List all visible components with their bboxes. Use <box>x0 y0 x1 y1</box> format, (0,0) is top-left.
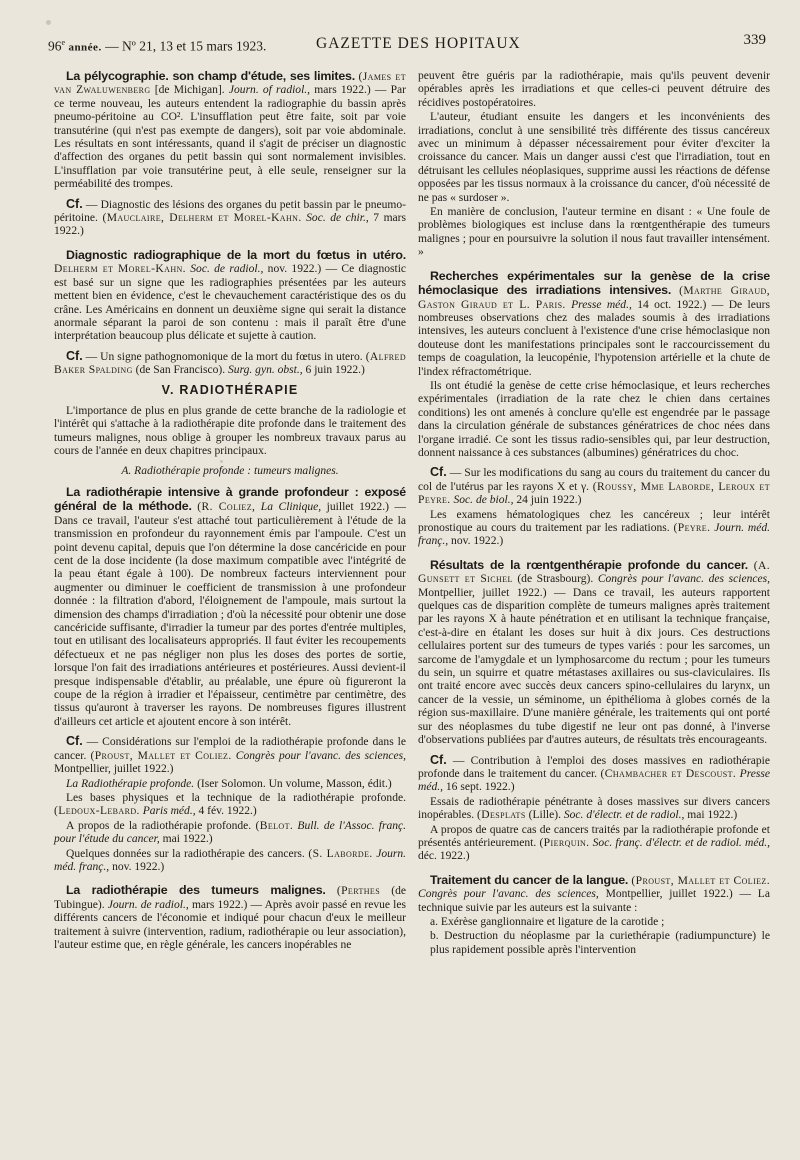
cf-label: Cf. <box>430 752 447 767</box>
article-date: mars 1922.) <box>314 84 371 97</box>
article-radiotherapie-intensive <box>54 486 406 729</box>
cf-date: 24 juin 1922.) <box>516 494 582 507</box>
reference-item <box>54 792 406 819</box>
ref-date: nov. 1922.) <box>451 535 504 548</box>
reference-item <box>418 824 770 864</box>
cf-place: (de San Francisco). <box>135 364 226 377</box>
issue-sup: e <box>61 38 66 47</box>
cf-journal: Presse méd., <box>418 767 771 794</box>
cf-authors: (Alfred Baker Spalding <box>54 350 407 377</box>
article-authors: Delherm et Morel-Kahn. <box>54 263 186 276</box>
article-authors: (A. Gunsett et Sichel <box>418 559 771 586</box>
ref-journal: Soc. d'électr. et de radiol., <box>563 809 685 822</box>
list-item: b. Destruction du néoplasme par la curiethérapie (radiumpuncture) le plus rapidement possible après l'intervention <box>430 930 770 956</box>
article-date: Montpellier, juillet 1922.) <box>605 888 733 901</box>
reference-item <box>54 778 406 791</box>
cf-date: 16 sept. 1922.) <box>445 781 515 794</box>
article-tumeurs-malignes <box>54 884 406 952</box>
ref-authors: (Peyre. <box>673 522 711 534</box>
article-body-continued: Ils ont étudié la genèse de cette crise hémoclasique, et leurs recherches expérimentales (irradiation de la rate chez le chien dans certaines conditions) les ont amenés à conclure qu'elle est engendrée par le passage dans la circulation générale de substances génératrices de choc nées dans l'organe irradié. Ce sont les tissus radio-sensibles qui, par leur destruction, donnent naissance à ces substances (albumines) génératrices du choc. <box>418 379 770 459</box>
cf-label: Cf. <box>430 465 447 480</box>
article-roentgentherapie <box>418 559 770 748</box>
reference-item <box>54 848 406 875</box>
cf-reference <box>418 754 770 795</box>
article-body: — La technique suivie par les auteurs est la suivante : <box>418 888 770 914</box>
article-journal: Congrès pour l'avanc. des sciences, <box>418 888 599 901</box>
article-place: (de Strasbourg). <box>517 573 594 586</box>
cf-text: — Contribution à l'emploi des doses massives en radiothérapie profonde dans le traitement du cancer. <box>418 754 771 780</box>
ref-text: Essais de radiothérapie pénétrante à doses massives sur divers cancers inopérables. <box>418 795 770 822</box>
ref-authors: (S. Laborde. <box>308 847 373 860</box>
article-title: La radiothérapie intensive à grande profondeur : exposé général de la méthode. <box>54 484 406 514</box>
ref-date: mai 1922.) <box>162 833 213 846</box>
ref-journal: Journ. méd. franç., <box>54 847 407 873</box>
cf-date: 6 juin 1922.) <box>305 364 365 377</box>
cf-label: Cf. <box>66 734 83 749</box>
ref-text: A propos de la radiothérapie profonde. <box>66 819 252 832</box>
list-item: a. Exérèse ganglionnaire et ligature de la carotide ; <box>430 915 665 928</box>
cf-journal: Surg. gyn. obst., <box>228 364 303 377</box>
paper-speck <box>46 20 51 25</box>
issue-info <box>48 38 266 55</box>
ref-authors: (Belot. <box>255 819 294 832</box>
article-authors: (Marthe Giraud, Gaston Giraud et L. Paris. <box>418 285 770 311</box>
ref-text: Les examens hématologiques chez les cancéreux ; leur intérêt pronostique au cours du traitement par les radiations. <box>418 508 770 534</box>
reference-item <box>54 820 406 847</box>
left-column <box>54 70 406 953</box>
ref-date: mai 1922.) <box>687 809 738 822</box>
issue-number: 96 <box>48 38 62 54</box>
article-date: mars 1922.) <box>191 898 248 911</box>
article-title: La radiothérapie des tumeurs malignes. <box>66 883 326 898</box>
ref-text: A propos de quatre cas de cancers traités par la radiothérapie profonde et présentés antérieurement. <box>418 823 770 849</box>
right-column <box>418 70 770 958</box>
ref-title: La Radiothérapie profonde. <box>66 777 195 790</box>
cf-label: Cf. <box>66 196 83 211</box>
article-date: 14 oct. 1922.) <box>637 298 707 311</box>
continuation-paragraph: L'auteur, étudiant ensuite les dangers et les inconvénients des irradiations, conclut à une sensibilité très différente des tissus cancéreux avec un minimum à dépasser nécessairement pour éviter d'exciter la croissance du cancer. Mais un danger aussi c'est que l'irradiation, tout en détruisant les cellules néoplasiques, supprime aussi les réactions de défense opposées par les tissus normaux à la croissance du cancer, d'où nécessité de ne pas « surdoser ». <box>418 111 770 204</box>
cf-label: Cf. <box>66 348 83 363</box>
article-title: La pélycographie. son champ d'étude, ses limites. <box>66 69 355 83</box>
continuation-paragraph: peuvent être guéris par la radiothérapie, mais qu'ils peuvent devenir opérables après les irradiations et que celles-ci peuvent détruire des récidives postopératoires. <box>418 70 770 109</box>
article-journal: Presse méd., <box>571 298 632 311</box>
cf-text: — Sur les modifications du sang au cours du traitement du cancer du col de l'utérus par les rayons X et γ. <box>418 467 771 493</box>
ref-authors: (Ledoux-Lebard. <box>54 805 140 818</box>
cf-journal: Soc. de biol., <box>453 494 514 507</box>
article-crise-hemoclasique <box>418 270 770 379</box>
article-authors: (Proust, Mallet et Coliez. <box>631 874 770 887</box>
cf-text: — Considérations sur l'emploi de la radiothérapie profonde dans le cancer. <box>54 736 406 762</box>
article-journal: Journ. de radiol., <box>107 898 189 911</box>
cf-journal: Congrès pour l'avanc. des sciences, <box>235 749 406 762</box>
ref-journal: Paris méd., <box>142 805 196 818</box>
cf-date: Montpellier, juillet 1922.) <box>54 763 174 776</box>
article-cancer-langue <box>418 874 770 915</box>
subsection-title: A. Radiothérapie profonde : tumeurs malignes. <box>121 464 339 477</box>
article-body: — Après avoir passé en revue les différents cancers de l'économie et indiqué pour chacun d'eux le meilleur traitement à suivre (intervention, radium, radiothérapie ou leur association), l'auteur estime que, en règle générale, les cancers inopérables ne <box>54 898 406 951</box>
ref-date: nov. 1922.) <box>112 860 165 873</box>
reference-item <box>418 509 770 549</box>
article-body: — Par ce terme nouveau, les auteurs entendent la radiographie du bassin après pneumo-péritoine au CO². L'insufflation peut être faite, soit par voie transutérine (qui n'est pas exempte de dangers), soit par voie abdominale. Les résultats en sont intéressants, quand il s'agit de préciser un diagnostic d'affection des organes du petit bassin qui sont normalement invisibles. L'insufflation par voie transutérine peut, à elle seule, renseigner sur la perméabilité des trompes. <box>54 84 407 191</box>
article-body: — Dans ce travail, l'auteur s'est attaché tout particulièrement à l'étude de la transmission en profondeur du rayonnement émis par l'ampoule. C'est un point devenu capital, depuis que l'on détermine la dose cancéricide en pour cent de la dose incidente (la dose maximum compatible avec l'intégrité de la peau étant égale à 100). De nombreux facteurs interviennent pour augmenter ou diminuer le coefficient de transmission à une profondeur donnée : la filtration d'abord, l'éloignement de l'ampoule, mais surtout la dimension des champs d'irradiation ; d'où la nécessité pour obtenir une dose cancéricide suffisante, d'irradier la tumeur par des portes d'entrée multiples, tout en utilisant des localisateurs appropriés. Il faut éviter les recoupements défectueux et ne pas négliger non plus les doses des portes de sortie, lorsque l'on fait des irradiations antérieures et postérieures. Aussi devient-il presque indispensable d'établir, au préalable, une épure où figureront la coupe de la région à irradier et l'épaisseur, centimètre par centimètre, des tissus qu'auront à traverser les rayons. De nombreuses figures illustrent d'ailleurs cet article et ajoutent encore à son intérêt. <box>54 501 407 728</box>
ref-journal: Bull. de l'Assoc. franç. pour l'étude du cancer, <box>54 819 407 846</box>
journal-title: GAZETTE DES HOPITAUX <box>316 35 521 52</box>
cf-reference <box>418 466 770 507</box>
cf-authors: (Chambacher et Descoust. <box>600 767 737 780</box>
reference-item <box>418 796 770 823</box>
page-number: 339 <box>743 32 766 48</box>
ref-rest: (Iser Solomon. Un volume, Masson, édit.) <box>197 777 392 790</box>
cf-date: 7 mars 1922.) <box>54 212 407 238</box>
article-body: — Ce diagnostic est basé sur un signe que les radiographies présentées par les auteurs mettent bien en évidence, c'est le chevauchement caractéristique des os du crâne. Les Américains en donnent un deuxième signe qui serait la distance anormale séparant la paroi de son contenu : mais il paraît être d'une interprétation beaucoup plus délicate et sujette à caution. <box>54 263 407 343</box>
article-date: juillet 1922.) <box>326 501 389 514</box>
cf-authors: (Roussy, Mme Laborde, Leroux et Peyre. <box>418 480 771 507</box>
article-title: Recherches expérimentales sur la genèse de la crise hémoclasique des irradiations intensives. <box>418 268 770 298</box>
cf-journal: Soc. de chir., <box>306 212 369 225</box>
article-authors: (James et van Zwaluwenberg <box>54 71 407 97</box>
running-header <box>48 32 766 56</box>
cf-authors: (Mauclaire, Delherm et Morel-Kahn. <box>102 212 302 225</box>
article-title: Diagnostic radiographique de la mort du fœtus in utéro. <box>66 247 406 262</box>
ref-authors: (Desplats <box>477 809 526 822</box>
article-date: Montpellier, juillet 1922.) <box>418 586 547 599</box>
ref-text: Les bases physiques et la technique de la radiothérapie profonde. <box>66 791 406 804</box>
article-title: Résultats de la rœntgenthérapie profonde du cancer. <box>430 557 748 572</box>
article-place: (de Tubingue). <box>54 885 407 911</box>
article-pelycographie <box>54 70 406 192</box>
ref-date: déc. 1922.) <box>418 850 470 863</box>
section-title: V. RADIOTHÉRAPIE <box>161 382 299 397</box>
cf-reference <box>54 350 406 378</box>
article-journal: Congrès pour l'avanc. des sciences, <box>597 573 770 586</box>
paper-speck <box>220 460 223 463</box>
article-body: — Dans ce travail, les auteurs rapportent quelques cas de disparition complète de tumeurs malignes après traitement par les rayons X à haute pénétration et en utilisant la technique française, c'est-à-dire en étalant les doses sur huit à dix jours. Ces destructions cellulaires portent sur des tumeurs de types variés : pour les sarcomes, un sarcome de l'amygdale et un lymphosarcome du rectum ; pour les tumeurs du sein, un squirre et quatre métastases axillaires ou sus-claviculaires. Ils ont traité encore avec succès deux cancers spino-cellulaires du larynx, un cancer de la vessie, un séminome, un épithélioma à globes cornés de la région sus-maxillaire. D'une manière générale, les traitements qui ont porté sur des néoplasmes du tube digestif ne leur ont pas donné, à l'inverse d'observations publiées par d'autres auteurs, de résultats très encourageants. <box>418 586 770 747</box>
ref-journal: Soc. franç. d'électr. et de radiol. méd., <box>592 836 770 849</box>
continuation-paragraph: En manière de conclusion, l'auteur termine en disant : « Une foule de problèmes biologiques est incluse dans la rœntgenthérapie des tumeurs malignes ; pour en poursuivre la solution il nous faut travailler intensément. » <box>418 206 770 259</box>
issue-annee: année. <box>68 41 102 54</box>
article-place: [de Michigan]. <box>154 84 225 97</box>
article-authors: (Perthes <box>336 885 381 898</box>
article-date: nov. 1922.) <box>267 263 322 276</box>
cf-reference <box>54 198 406 239</box>
ref-authors: (Pierquin. <box>539 836 590 849</box>
paper-speck <box>612 770 615 773</box>
article-journal: La Clinique, <box>260 501 322 514</box>
article-body: — De leurs nombreuses observations chez des malades soumis à des irradiations intensives, les auteurs concluent à l'existence d'une crise hémoclasique non douteuse dont les manifestations principales sont le raccourcissement du temps de coagulation, la leucopénie, l'hypotension artérielle et la chute de l'index réfractométrique. <box>418 298 771 378</box>
article-title: Traitement du cancer de la langue. <box>430 872 629 887</box>
article-journal: Journ. of radiol., <box>228 84 311 97</box>
article-authors: (R. Coliez, <box>197 501 256 514</box>
ref-journal: Journ. méd. franç., <box>418 522 770 548</box>
issue-date: — Nº 21, 13 et 15 mars 1923. <box>105 38 267 54</box>
ref-place: (Lille). <box>528 809 561 822</box>
ref-date: 4 fév. 1922.) <box>198 805 257 818</box>
section-intro: L'importance de plus en plus grande de cette branche de la radiologie et l'intérêt qui s'attache à la radiothérapie dite profonde dans le traitement des tumeurs malignes, nous oblige à grouper les nombreux travaux parus au cours de l'année en deux chapitres principaux. <box>54 404 406 458</box>
article-journal: Soc. de radiol., <box>190 263 264 276</box>
article-mort-foetus <box>54 249 406 344</box>
cf-reference <box>54 735 406 776</box>
cf-text: — Un signe pathognomonique de la mort du fœtus in utero. <box>85 350 363 363</box>
cf-authors: (Proust, Mallet et Coliez. <box>90 749 232 762</box>
ref-text: Quelques données sur la radiothérapie des cancers. <box>66 847 305 860</box>
cf-text: — Diagnostic des lésions des organes du petit bassin par le pneumo-péritoine. <box>54 198 407 225</box>
